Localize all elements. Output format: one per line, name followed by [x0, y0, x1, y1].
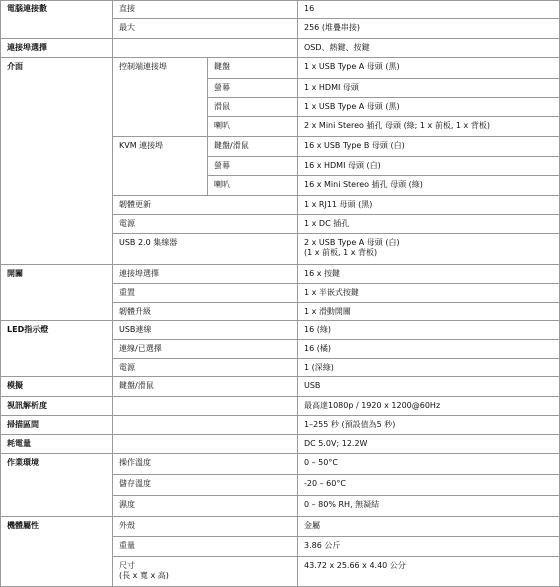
value-led-power: [298, 359, 560, 377]
sub-max: [113, 19, 298, 39]
sub-console-ports: [113, 58, 208, 137]
value-text: 3.86 公斤: [304, 541, 341, 550]
value-text-line2: (1 x 前板, 1 x 背板): [304, 248, 378, 257]
sub-keyboard-mouse: [113, 377, 298, 397]
value-dimensions: [298, 557, 560, 587]
section-interface: [0, 58, 113, 265]
section-label: 模擬: [7, 381, 23, 390]
value-port-select-switch: [298, 265, 560, 284]
value-text: 16 x 按鍵: [304, 269, 340, 278]
sub2-label: 滑鼠: [214, 102, 230, 111]
sub2-label: 喇叭: [214, 121, 230, 130]
sub-label: 操作溫度: [119, 458, 151, 467]
value-firmware-upgrade: [298, 303, 560, 321]
sub-power-empty: [113, 435, 298, 454]
sub2-console-mouse: [208, 98, 298, 117]
value-text: 256 (堆疊串接): [304, 23, 361, 32]
section-label: 連接埠選擇: [7, 43, 47, 52]
value-kvm-keyboard-mouse: [298, 137, 560, 157]
sub-humidity: [113, 496, 298, 517]
sub-label: 重置: [119, 288, 135, 297]
sub-label: 控制端連接埠: [119, 62, 167, 71]
sub2-console-keyboard: [208, 58, 298, 79]
value-text: 1 x DC 插孔: [304, 219, 350, 228]
value-max: [298, 19, 560, 39]
sub-label: 電源: [119, 363, 135, 372]
sub2-label: 螢幕: [214, 161, 230, 170]
sub-led-power: [113, 359, 298, 377]
value-power-consumption: [298, 435, 560, 454]
sub-label: KVM 連接埠: [119, 141, 164, 150]
section-video-resolution: [0, 397, 113, 416]
sub-storage-temp: [113, 475, 298, 496]
value-text: 1–255 秒 (預設值為5 秒): [304, 420, 396, 429]
value-text: OSD、熱鍵、按鍵: [304, 43, 370, 52]
sub2-kvm-keyboard-mouse: [208, 137, 298, 157]
sub-label: 直接: [119, 4, 135, 13]
value-text: USB: [304, 381, 321, 390]
sub-firmware-update: [113, 196, 298, 215]
sub-firmware-upgrade: [113, 303, 298, 321]
section-environment: [0, 454, 113, 517]
sub2-console-speaker: [208, 117, 298, 137]
value-kvm-speaker: [298, 176, 560, 196]
sub-label: 儲存溫度: [119, 479, 151, 488]
value-firmware-update: [298, 196, 560, 215]
section-scan-interval: [0, 416, 113, 435]
value-text: 1 (深綠): [304, 363, 334, 372]
section-emulation: [0, 377, 113, 397]
sub-online-selected: [113, 340, 298, 359]
section-physical: [0, 517, 113, 587]
sub2-kvm-speaker: [208, 176, 298, 196]
value-console-monitor: [298, 79, 560, 98]
sub-label: 濕度: [119, 500, 135, 509]
value-console-keyboard: [298, 58, 560, 79]
sub-label: 電源: [119, 219, 135, 228]
section-label: 機體屬性: [7, 521, 39, 530]
sub-label: 重量: [119, 541, 135, 550]
value-text: 16 (橘): [304, 344, 331, 353]
sub2-label: 螢幕: [214, 83, 230, 92]
value-text: 2 x USB Type A 母頭 (白): [304, 238, 400, 247]
sub-label-line2: (長 x 寬 x 高): [119, 571, 169, 580]
section-power-consumption: [0, 435, 113, 454]
sub-label: 外殼: [119, 521, 135, 530]
sub-operating-temp: [113, 454, 298, 475]
value-kvm-monitor: [298, 157, 560, 176]
value-text: 2 x Mini Stereo 插孔 母頭 (綠; 1 x 前板, 1 x 背板): [304, 121, 490, 130]
sub-label: 韌體升級: [119, 307, 151, 316]
sub-direct: [113, 0, 298, 19]
sub-label: 鍵盤/滑鼠: [119, 381, 154, 390]
section-switches: [0, 265, 113, 321]
section-label: 視訊解析度: [7, 401, 47, 410]
sub-port-select-switch: [113, 265, 298, 284]
value-text: 0 – 50°C: [304, 458, 338, 467]
value-text: 1 x USB Type A 母頭 (黑): [304, 62, 400, 71]
sub-power: [113, 215, 298, 234]
value-text: 1 x 滑動開關: [304, 307, 351, 316]
value-text: 1 x RJ11 母頭 (黑): [304, 200, 373, 209]
sub2-label: 喇叭: [214, 180, 230, 189]
sub2-label: 鍵盤: [214, 62, 230, 71]
value-console-mouse: [298, 98, 560, 117]
value-text: DC 5.0V; 12.2W: [304, 439, 368, 448]
sub-video-empty: [113, 397, 298, 416]
sub-housing: [113, 517, 298, 537]
value-text: 16 (綠): [304, 325, 331, 334]
value-text: 最高達1080p / 1920 x 1200@60Hz: [304, 401, 441, 410]
value-text: 0 – 80% RH, 無凝結: [304, 500, 380, 509]
sub2-console-monitor: [208, 79, 298, 98]
section-label: 電腦連接數: [7, 4, 47, 13]
section-label: 作業環境: [7, 458, 39, 467]
value-online-selected: [298, 340, 560, 359]
value-scan-interval: [298, 416, 560, 435]
value-reset: [298, 284, 560, 303]
section-computer-connections: [0, 0, 113, 39]
value-operating-temp: [298, 454, 560, 475]
section-label: 介面: [7, 62, 23, 71]
value-port-selection: [298, 39, 560, 58]
value-text: -20 – 60°C: [304, 479, 346, 488]
sub-usb-link: [113, 321, 298, 340]
section-label: LED指示燈: [7, 325, 49, 334]
value-text: 16 x Mini Stereo 插孔 母頭 (綠): [304, 180, 423, 189]
sub-port-selection-empty: [113, 39, 298, 58]
value-usb-hub: [298, 234, 560, 265]
sub-dimensions: [113, 557, 298, 587]
value-text: 1 x 半嵌式按鍵: [304, 288, 359, 297]
sub-label: 韌體更新: [119, 200, 151, 209]
value-housing: [298, 517, 560, 537]
sub-kvm-ports: [113, 137, 208, 196]
value-text: 金屬: [304, 521, 320, 530]
sub-weight: [113, 537, 298, 557]
value-text: 43.72 x 25.66 x 4.40 公分: [304, 561, 406, 570]
sub-usb-hub: [113, 234, 298, 265]
sub-reset: [113, 284, 298, 303]
section-port-selection: [0, 39, 113, 58]
sub-label: 連線/已選擇: [119, 344, 162, 353]
sub-label: 尺寸: [119, 561, 135, 570]
value-text: 16: [304, 4, 315, 13]
section-label: 開關: [7, 269, 23, 278]
value-weight: [298, 537, 560, 557]
sub-label: 連接埠選擇: [119, 269, 159, 278]
value-usb-link: [298, 321, 560, 340]
value-video-resolution: [298, 397, 560, 416]
value-text: 1 x USB Type A 母頭 (黑): [304, 102, 400, 111]
value-power: [298, 215, 560, 234]
sub-label: 最大: [119, 23, 135, 32]
section-label: 耗電量: [7, 439, 31, 448]
sub2-label: 鍵盤/滑鼠: [214, 141, 249, 150]
value-text: 16 x HDMI 母頭 (白): [304, 161, 381, 170]
sub2-kvm-monitor: [208, 157, 298, 176]
section-label: 掃描區間: [7, 420, 39, 429]
value-text: 16 x USB Type B 母頭 (白): [304, 141, 405, 150]
sub-label: USB 2.0 集線器: [119, 238, 178, 247]
value-emulation: [298, 377, 560, 397]
value-direct: [298, 0, 560, 19]
section-led: [0, 321, 113, 377]
sub-scan-empty: [113, 416, 298, 435]
sub-label: USB連線: [119, 325, 152, 334]
value-text: 1 x HDMI 母頭: [304, 83, 359, 92]
value-humidity: [298, 496, 560, 517]
value-console-speaker: [298, 117, 560, 137]
value-storage-temp: [298, 475, 560, 496]
